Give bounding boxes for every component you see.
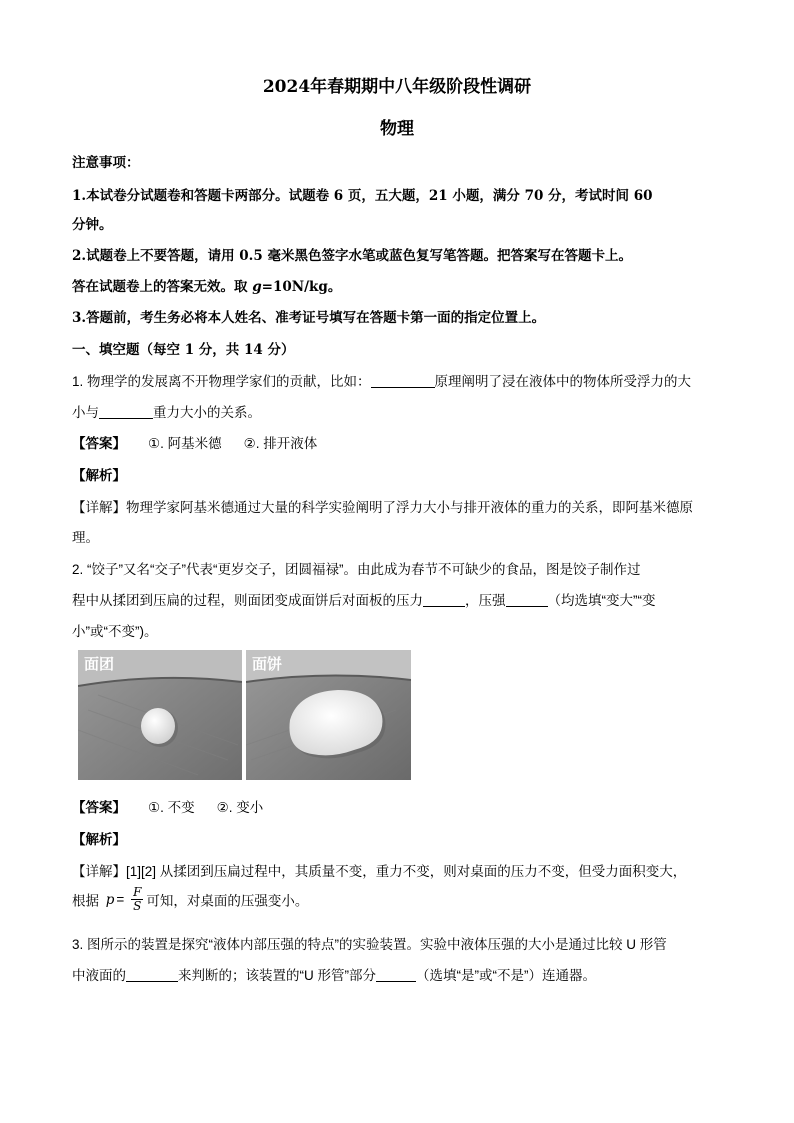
note-item-2-value: =10N/kg。 — [261, 279, 342, 295]
notes-heading: 注意事项： — [72, 155, 140, 171]
q1-answer-row — [72, 432, 317, 452]
q2-text-b: ，压强 — [465, 593, 506, 608]
q2-line3: 小”或“不变”)。 — [72, 624, 158, 639]
q2-blank-1[interactable] — [423, 592, 465, 607]
formula-numerator: F — [133, 885, 142, 899]
q2-analysis-tag — [72, 828, 126, 848]
q2-text-c: （均选填“变大”“变 — [547, 593, 656, 608]
gravity-symbol: g — [252, 279, 262, 295]
q3-line2 — [72, 964, 596, 984]
q1-answer-1: ①. 阿基米德 — [148, 436, 222, 451]
dough-cake-photo — [246, 650, 411, 780]
formula-fraction — [131, 886, 143, 913]
q1-answer-2: ②. 排开液体 — [243, 436, 318, 451]
q2-answer-2: ②. 变小 — [216, 800, 264, 815]
q3-line1: 3. 图所示的装置是探究“液体内部压强的特点”的实验装置。实验中液体压强的大小是通过比较 U 形管 — [72, 937, 667, 952]
q2-detail-text-b: 可知，对桌面的压强变小。 — [146, 893, 309, 909]
note-item-1-line1: 1.本试卷分试题卷和答题卡两部分。试题卷 6 页，五大题，21 小题，满分 70 分，考试时间 60 — [72, 188, 653, 204]
note-item-2-line1: 2.试题卷上不要答题，请用 0.5 毫米黑色签字水笔或蓝色复写笔答题。把答案写在答题卡上。 — [72, 248, 632, 264]
note-item-2-line2 — [72, 275, 341, 295]
dough-ball-label: 面团 — [84, 655, 115, 673]
q2-answer-1: ①. 不变 — [148, 800, 195, 815]
q1-answer-tag: 【答案】 — [72, 436, 126, 451]
formula-equals: = — [116, 892, 125, 907]
q3-text-a: 中液面的 — [72, 968, 126, 983]
subject-title: 物理 — [380, 119, 414, 139]
q2-line1: 2. “饺子”又名“交子”代表“更岁交子，团圆福禄”。由此成为春节不可缺少的食品，图是饺子制作过 — [72, 562, 641, 577]
dough-cake-label: 面饼 — [252, 655, 283, 673]
q1-analysis-tag — [72, 464, 126, 484]
q2-answer-tag: 【答案】 — [72, 800, 126, 815]
dough-ball-photo — [78, 650, 242, 780]
section-1-heading: 一、填空题（每空 1 分，共 14 分） — [72, 342, 295, 358]
q1-text-c: 小与 — [72, 405, 99, 420]
q2-answer-row — [72, 796, 263, 816]
q2-detail-line2 — [72, 886, 308, 913]
formula-p: p — [105, 891, 115, 908]
note-item-1-line2: 分钟。 — [72, 217, 113, 233]
q3-text-b: 来判断的；该装置的“U 形管”部分 — [178, 968, 376, 983]
q3-text-c: （选填“是”或“不是”）连通器。 — [416, 968, 596, 983]
q1-text-a: 1. 物理学的发展离不开物理学家们的贡献，比如： — [72, 374, 371, 389]
q3-blank-1[interactable] — [126, 967, 178, 982]
q2-analysis-label: 【解析】 — [72, 832, 126, 847]
q3-blank-2[interactable] — [376, 967, 416, 982]
q2-blank-2[interactable] — [506, 592, 548, 607]
q1-detail-line2: 理。 — [72, 530, 99, 545]
q1-line2 — [72, 401, 261, 421]
q1-text-d: 重力大小的关系。 — [153, 405, 261, 420]
q1-blank-2[interactable] — [99, 404, 153, 419]
formula-denominator: S — [133, 899, 142, 913]
q1-analysis-label: 【解析】 — [72, 468, 126, 483]
note-item-2-text: 答在试题卷上的答案无效。取 — [72, 279, 253, 295]
note-item-3: 3.答题前，考生务必将本人姓名、准考证号填写在答题卡第一面的指定位置上。 — [72, 310, 546, 326]
q1-text-b: 原理阐明了浸在液体中的物体所受浮力的大 — [434, 374, 692, 389]
exam-title: 2024年春期期中八年级阶段性调研 — [262, 77, 532, 97]
q2-detail-line1: 【详解】[1][2] 从揉团到压扁过程中，其质量不变，重力不变，则对桌面的压力不变，但受力面积变大， — [72, 864, 687, 879]
q2-line2 — [72, 589, 656, 609]
q1-line1 — [72, 370, 691, 390]
q1-blank-1[interactable] — [371, 373, 435, 388]
q1-detail-line1: 【详解】物理学家阿基米德通过大量的科学实验阐明了浮力大小与排开液体的重力的关系，即阿基米德原 — [72, 500, 693, 515]
q2-detail-text-a: 根据 — [72, 893, 99, 909]
q2-text-a: 程中从揉团到压扁的过程，则面团变成面饼后对面板的压力 — [72, 593, 423, 608]
